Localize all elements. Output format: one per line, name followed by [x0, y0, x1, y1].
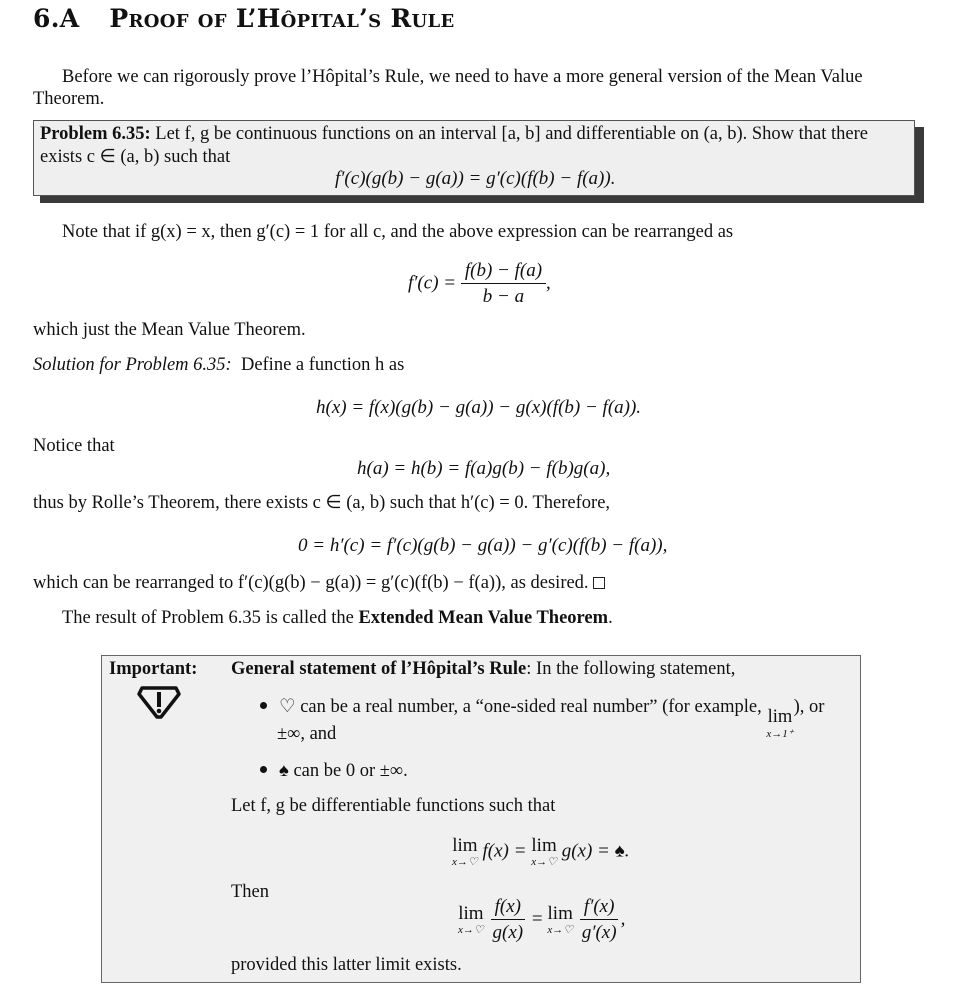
important-heading-bold: General statement of l’Hôpital’s Rule	[231, 659, 527, 679]
problem-label: Problem 6.35:	[40, 124, 151, 144]
bullet-1-lim-word: lim	[767, 707, 793, 727]
limit-1-expr: f(x) =	[482, 840, 527, 862]
bullet-1-text: ♡ can be a real number, a “one-sided real number” (for example,	[279, 697, 762, 717]
mvt-lhs: f′(c) =	[408, 272, 457, 294]
mvt-fraction	[461, 260, 546, 308]
lhopital-comma: ,	[620, 908, 626, 930]
result-theorem-name: Extended Mean Value Theorem	[358, 608, 609, 628]
mvt-denominator: b − a	[482, 286, 525, 307]
bullet-1-line-2: ±∞, and	[277, 724, 337, 744]
intro-line-2: Theorem.	[33, 89, 105, 109]
important-label: Important:	[109, 659, 198, 679]
solution-label: Solution for Problem 6.35:	[33, 355, 232, 375]
ratio-denominator: g(x)	[492, 922, 524, 943]
mvt-comma: ,	[546, 272, 551, 294]
bullet-1-limit	[766, 708, 793, 740]
bullet-1-lim-sub: x→1⁺	[766, 727, 794, 740]
limit-2-word: lim	[531, 835, 557, 856]
limit-condition-equation	[452, 836, 629, 868]
result-suffix: .	[608, 608, 613, 628]
bullet-1-tail: ), or	[793, 697, 825, 717]
section-number: 6.A	[33, 4, 80, 33]
bullet-2-text: ♠ can be 0 or ±∞.	[279, 761, 408, 781]
rolle-text: thus by Rolle’s Theorem, there exists c ∈ (a, b) such that h′(c) = 0. Therefore,	[33, 493, 611, 513]
problem-statement: Let f, g be continuous functions on an interval [a, b] and differentiable on (a, b). Show that there	[155, 124, 868, 144]
problem-equation: f′(c)(g(b) − g(a)) = g′(c)(f(b) − f(a)).	[335, 168, 616, 189]
limit-3-word: lim	[458, 903, 484, 924]
derivative-denominator: g′(x)	[581, 922, 617, 943]
mvt-numerator: f(b) − f(a)	[461, 260, 546, 284]
derivative-equation: 0 = h′(c) = f′(c)(g(b) − g(a)) − g′(c)(f(b) − f(a)),	[298, 535, 668, 556]
limit-2-sub: x→♡	[531, 856, 557, 868]
result-prefix: The result of Problem 6.35 is called the	[62, 608, 359, 628]
limit-1-word: lim	[452, 835, 478, 856]
important-heading-rest: : In the following statement,	[526, 659, 736, 679]
lhopital-equation	[458, 896, 625, 944]
derivative-numerator: f′(x)	[580, 896, 619, 920]
solution-intro-line	[33, 355, 404, 376]
h-definition-equation: h(x) = f(x)(g(b) − g(a)) − g(x)(f(b) − f(a)).	[316, 397, 642, 418]
note-text: Note that if g(x) = x, then g′(c) = 1 for all c, and the above expression can be rearranged as	[62, 222, 734, 242]
mvt-equation	[408, 260, 551, 308]
bullet-2	[260, 761, 408, 782]
limit-2	[531, 836, 557, 868]
limit-3	[458, 904, 484, 936]
ratio-fraction	[489, 896, 528, 944]
limit-4-sub: x→♡	[547, 924, 574, 936]
conclusion-text: which can be rearranged to f′(c)(g(b) − g(a)) = g′(c)(f(b) − f(a)), as desired.	[33, 573, 589, 593]
problem-line-1	[40, 124, 868, 145]
bullet-dot-icon	[260, 766, 267, 773]
h-values-equation: h(a) = h(b) = f(a)g(b) − f(b)g(a),	[357, 458, 611, 479]
let-text: Let f, g be differentiable functions such that	[231, 796, 556, 816]
equals-sign: =	[531, 908, 543, 930]
result-line	[62, 608, 613, 629]
section-title: Proof of L’Hôpital’s Rule	[109, 4, 455, 33]
ratio-numerator: f(x)	[491, 896, 525, 920]
limit-1-sub: x→♡	[452, 856, 478, 868]
then-text: Then	[231, 882, 270, 902]
qed-square-icon	[593, 577, 605, 589]
solution-intro: Define a function h as	[240, 355, 405, 375]
section-heading	[33, 4, 455, 33]
notice-text: Notice that	[33, 436, 115, 456]
bullet-1-line-1	[260, 696, 824, 740]
provided-text: provided this latter limit exists.	[231, 955, 462, 975]
limit-3-sub: x→♡	[458, 924, 484, 936]
limit-2-expr: g(x) = ♠.	[561, 840, 630, 862]
problem-line-2: exists c ∈ (a, b) such that	[40, 147, 231, 167]
limit-4	[547, 904, 573, 936]
important-heading	[231, 659, 735, 680]
limit-4-word: lim	[547, 903, 573, 924]
note-after: which just the Mean Value Theorem.	[33, 320, 306, 340]
warning-icon	[136, 684, 182, 725]
limit-1	[452, 836, 478, 868]
derivative-ratio-fraction	[578, 896, 621, 944]
bullet-dot-icon	[260, 702, 267, 709]
intro-line-1: Before we can rigorously prove l’Hôpital’s Rule, we need to have a more general version of the Mean Value	[62, 67, 863, 87]
conclusion-line	[33, 573, 605, 594]
